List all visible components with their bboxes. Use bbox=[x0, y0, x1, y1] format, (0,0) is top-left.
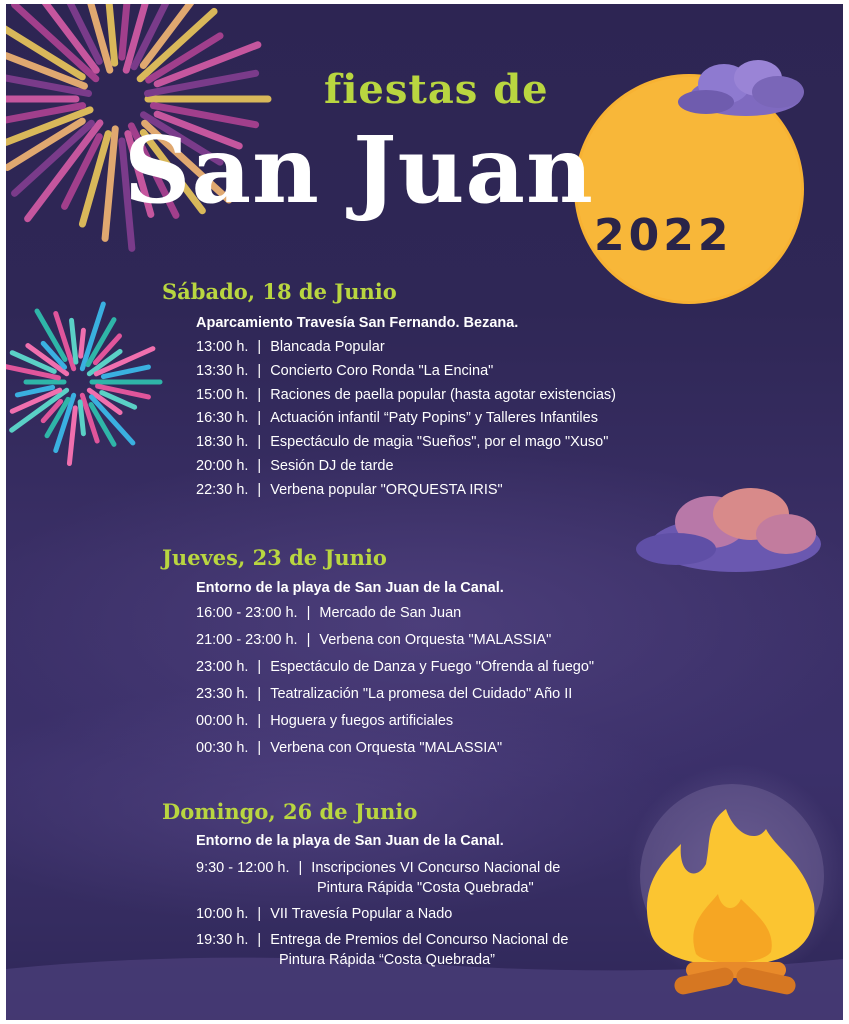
separator: | bbox=[257, 410, 262, 427]
event-row bbox=[196, 738, 502, 758]
event-time: 00:30 h. bbox=[196, 740, 249, 756]
event-time: 16:30 h. bbox=[196, 410, 249, 427]
separator: | bbox=[298, 860, 303, 876]
cloud-icon bbox=[678, 60, 804, 116]
separator: | bbox=[257, 339, 262, 355]
event-description: Espectáculo de magia "Sueños", por el mago "Xuso" bbox=[270, 434, 609, 451]
event-row bbox=[196, 630, 551, 650]
event-row bbox=[196, 456, 394, 476]
event-description-continued: Pintura Rápida "Costa Quebrada" bbox=[317, 880, 534, 896]
day-title-domingo: Domingo, 26 de Junio bbox=[162, 799, 418, 824]
day-title-sabado: Sábado, 18 de Junio bbox=[162, 279, 397, 304]
event-row bbox=[196, 480, 503, 500]
event-row bbox=[196, 361, 493, 381]
event-time: 13:00 h. bbox=[196, 339, 249, 355]
event-description-continued: Pintura Rápida “Costa Quebrada” bbox=[279, 952, 496, 968]
event-time: 23:30 h. bbox=[196, 686, 249, 702]
venue-label: Entorno de la playa de San Juan de la Canal. bbox=[196, 580, 504, 596]
event-row bbox=[196, 657, 594, 677]
event-time: 16:00 - 23:00 h. bbox=[196, 605, 298, 621]
event-description: Verbena con Orquesta "MALASSIA" bbox=[270, 740, 503, 756]
event-time: 15:00 h. bbox=[196, 386, 249, 403]
event-description: Concierto Coro Ronda "La Encina" bbox=[270, 362, 494, 379]
event-row bbox=[196, 930, 568, 970]
event-row bbox=[196, 684, 572, 704]
separator: | bbox=[306, 632, 311, 648]
bonfire-icon bbox=[626, 764, 843, 996]
separator: | bbox=[257, 932, 262, 948]
event-time: 9:30 - 12:00 h. bbox=[196, 860, 290, 876]
separator: | bbox=[257, 458, 262, 474]
event-time: 22:30 h. bbox=[196, 481, 249, 498]
firework-icon bbox=[6, 304, 160, 464]
poster-subtitle: fiestas de bbox=[324, 66, 549, 113]
event-description: Actuación infantil “Paty Popins” y Talleres Infantiles bbox=[270, 410, 598, 427]
event-description: Blancada Popular bbox=[270, 339, 385, 355]
event-row bbox=[196, 904, 452, 924]
separator: | bbox=[257, 434, 262, 451]
separator: | bbox=[306, 605, 311, 621]
event-row bbox=[196, 603, 461, 623]
festival-poster bbox=[6, 4, 843, 1020]
separator: | bbox=[257, 481, 262, 498]
event-description: Espectáculo de Danza y Fuego "Ofrenda al fuego" bbox=[270, 659, 595, 675]
separator: | bbox=[257, 740, 262, 756]
event-time: 10:00 h. bbox=[196, 906, 249, 922]
event-time: 13:30 h. bbox=[196, 362, 249, 379]
venue-label: Entorno de la playa de San Juan de la Canal. bbox=[196, 833, 504, 849]
separator: | bbox=[257, 686, 262, 702]
event-row bbox=[196, 385, 616, 405]
poster-title: San Juan bbox=[124, 116, 594, 224]
separator: | bbox=[257, 906, 262, 922]
event-description: Teatralización "La promesa del Cuidado" Año II bbox=[270, 686, 573, 702]
event-time: 20:00 h. bbox=[196, 458, 249, 474]
event-description: Sesión DJ de tarde bbox=[270, 458, 394, 474]
venue-label: Aparcamiento Travesía San Fernando. Bezana. bbox=[196, 315, 519, 331]
event-description: Raciones de paella popular (hasta agotar existencias) bbox=[270, 386, 616, 403]
separator: | bbox=[257, 659, 262, 675]
event-description: Mercado de San Juan bbox=[319, 605, 462, 621]
event-row bbox=[196, 408, 598, 428]
event-description: Inscripciones VI Concurso Nacional de bbox=[311, 860, 561, 876]
event-row bbox=[196, 337, 385, 357]
separator: | bbox=[257, 386, 262, 403]
event-time: 23:00 h. bbox=[196, 659, 249, 675]
event-description: Hoguera y fuegos artificiales bbox=[270, 713, 454, 729]
event-description: Verbena popular "ORQUESTA IRIS" bbox=[270, 481, 503, 498]
day-title-jueves: Jueves, 23 de Junio bbox=[162, 545, 387, 570]
event-row bbox=[196, 432, 608, 452]
separator: | bbox=[257, 713, 262, 729]
event-time: 21:00 - 23:00 h. bbox=[196, 632, 298, 648]
event-description: Entrega de Premios del Concurso Nacional de bbox=[270, 932, 569, 948]
event-row bbox=[196, 711, 453, 731]
event-description: Verbena con Orquesta "MALASSIA" bbox=[319, 632, 552, 648]
event-time: 00:00 h. bbox=[196, 713, 249, 729]
event-time: 18:30 h. bbox=[196, 434, 249, 451]
event-time: 19:30 h. bbox=[196, 932, 249, 948]
event-row bbox=[196, 858, 560, 898]
separator: | bbox=[257, 362, 262, 379]
poster-year: 2022 bbox=[594, 210, 733, 261]
event-description: VII Travesía Popular a Nado bbox=[270, 906, 453, 922]
